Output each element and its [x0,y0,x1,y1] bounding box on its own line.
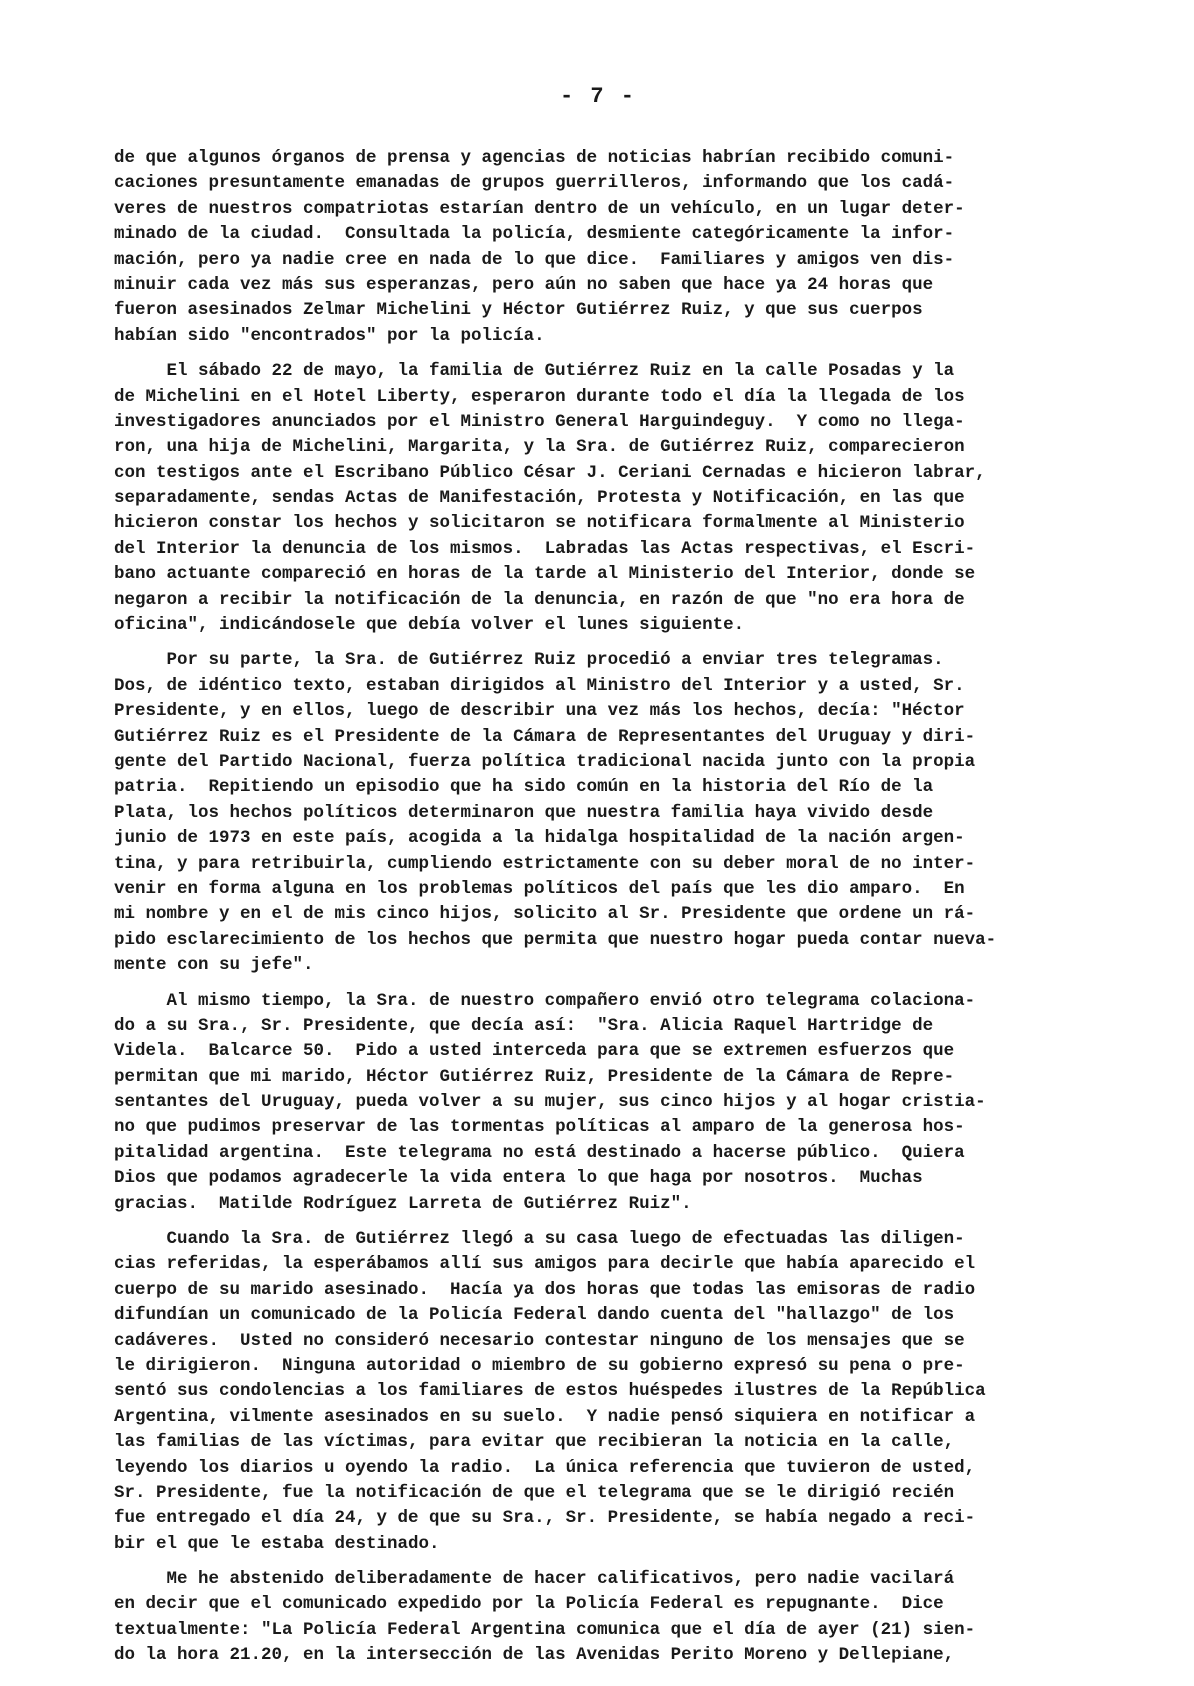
text-line: sentantes del Uruguay, pueda volver a su mujer, sus cinco hijos y al hogar cristia- [114,1092,986,1113]
text-line: textualmente: "La Policía Federal Argentina comunica que el día de ayer (21) sien- [114,1619,976,1640]
text-line: veres de nuestros compatriotas estarían dentro de un vehículo, en un lugar deter- [114,198,965,219]
text-line: Presidente, y en ellos, luego de describir una vez más los hechos, decía: "Héctor [114,701,965,722]
text-line: caciones presuntamente emanadas de grupos guerrilleros, informando que los cadá- [114,173,955,194]
text-line: bano actuante compareció en horas de la tarde al Ministerio del Interior, donde se [114,564,976,585]
text-line: del Interior la denuncia de los mismos. Labradas las Actas respectivas, el Escri- [114,538,976,559]
text-line: venir en forma alguna en los problemas políticos del país que les dio amparo. En [114,878,965,899]
text-line: difundían un comunicado de la Policía Federal dando cuenta del "hallazgo" de los [114,1305,955,1326]
text-line: separadamente, sendas Actas de Manifestación, Protesta y Notificación, en las que [114,488,965,509]
text-line: pitalidad argentina. Este telegrama no está destinado a hacerse público. Quiera [114,1142,965,1163]
text-line: permitan que mi marido, Héctor Gutiérrez Ruiz, Presidente de la Cámara de Repre- [114,1066,955,1087]
text-line: de que algunos órganos de prensa y agencias de noticias habrían recibido comuni- [114,148,955,168]
text-line: Sr. Presidente, fue la notificación de que el telegrama que se le dirigió recién [114,1482,955,1503]
text-line: do la hora 21.20, en la intersección de las Avenidas Perito Moreno y Dellepiane, [114,1645,955,1666]
text-line: en decir que el comunicado expedido por la Policía Federal es repugnante. Dice [114,1594,944,1615]
text-line: Por su parte, la Sra. de Gutiérrez Ruiz procedió a enviar tres telegramas. [114,650,944,671]
text-line: no que pudimos preservar de las tormentas políticas al amparo de la generosa hos- [114,1117,965,1138]
text-line: Al mismo tiempo, la Sra. de nuestro compañero envió otro telegrama colaciona- [114,990,976,1011]
paragraph [114,1567,1154,1669]
text-line: gracias. Matilde Rodríguez Larreta de Gutiérrez Ruiz". [114,1193,692,1214]
text-line: con testigos ante el Escribano Público César J. Ceriani Cernadas e hicieron labrar, [114,462,986,483]
text-line: Me he abstenido deliberadamente de hacer calificativos, pero nadie vacilará [114,1569,955,1590]
text-line: Dios que podamos agradecerle la vida entera lo que haga por nosotros. Muchas [114,1168,923,1189]
paragraph-gap [114,349,1154,359]
paragraph [114,359,1154,638]
text-line: bir el que le estaba destinado. [114,1533,440,1554]
text-line: patria. Repitiendo un episodio que ha sido común en la historia del Río de la [114,777,934,798]
text-line: sentó sus condolencias a los familiares de estos huéspedes ilustres de la República [114,1381,986,1402]
text-line: fue entregado el día 24, y de que su Sra., Sr. Presidente, se había negado a reci- [114,1508,976,1529]
text-line: gente del Partido Nacional, fuerza política tradicional nacida junto con la propia [114,751,976,772]
text-line: mente con su jefe". [114,955,314,976]
text-line: cadáveres. Usted no consideró necesario contestar ninguno de los mensajes que se [114,1330,965,1351]
text-line: minado de la ciudad. Consultada la policía, desmiente categóricamente la infor- [114,224,955,245]
paragraph [114,1227,1154,1557]
paragraph-gap [114,979,1154,989]
text-line: hicieron constar los hechos y solicitaron se notificara formalmente al Ministerio [114,513,965,534]
paragraph [114,146,1154,349]
paragraph-gap [114,638,1154,648]
text-line: de Michelini en el Hotel Liberty, esperaron durante todo el día la llegada de los [114,386,965,407]
text-line: do a su Sra., Sr. Presidente, que decía así: "Sra. Alicia Raquel Hartridge de [114,1015,934,1036]
text-line: Videla. Balcarce 50. Pido a usted interceda para que se extremen esfuerzos que [114,1041,955,1062]
text-line: cuerpo de su marido asesinado. Hacía ya dos horas que todas las emisoras de radio [114,1279,976,1300]
text-line: negaron a recibir la notificación de la denuncia, en razón de que "no era hora de [114,589,965,610]
text-line: ron, una hija de Michelini, Margarita, y la Sra. de Gutiérrez Ruiz, comparecieron [114,437,965,458]
text-line: mi nombre y en el de mis cinco hijos, solicito al Sr. Presidente que ordene un rá- [114,904,976,925]
text-line: cias referidas, la esperábamos allí sus amigos para decirle que había aparecido el [114,1254,976,1275]
text-line: Plata, los hechos políticos determinaron que nuestra familia haya vivido desde [114,802,934,823]
text-line: minuir cada vez más sus esperanzas, pero aún no saben que hace ya 24 horas que [114,274,934,295]
text-line: tina, y para retribuirla, cumpliendo estrictamente con su deber moral de no inter- [114,853,976,874]
text-line: Argentina, vilmente asesinados en su suelo. Y nadie pensó siquiera en notificar a [114,1406,976,1427]
text-line: le dirigieron. Ninguna autoridad o miembro de su gobierno expresó su pena o pre- [114,1355,965,1376]
text-line: Cuando la Sra. de Gutiérrez llegó a su casa luego de efectuadas las diligen- [114,1229,965,1250]
text-line: Dos, de idéntico texto, estaban dirigidos al Ministro del Interior y a usted, Sr. [114,675,965,696]
paragraph [114,648,1154,978]
paragraph [114,989,1154,1218]
page-number: - 7 - [560,84,637,109]
text-line: mación, pero ya nadie cree en nada de lo que dice. Familiares y amigos ven dis- [114,249,955,270]
text-line: las familias de las víctimas, para evitar que recibieran la noticia en la calle, [114,1432,955,1453]
text-line: leyendo los diarios u oyendo la radio. La única referencia que tuvieron de usted, [114,1457,976,1478]
text-line: pido esclarecimiento de los hechos que permita que nuestro hogar pueda contar nueva- [114,929,997,950]
text-line: El sábado 22 de mayo, la familia de Gutiérrez Ruiz en la calle Posadas y la [114,361,955,382]
text-line: habían sido "encontrados" por la policía. [114,325,545,346]
body-text [114,146,1154,1669]
text-line: investigadores anunciados por el Ministro General Harguindeguy. Y como no llega- [114,411,965,432]
text-line: Gutiérrez Ruiz es el Presidente de la Cámara de Representantes del Uruguay y diri- [114,726,976,747]
text-line: oficina", indicándosele que debía volver el lunes siguiente. [114,615,745,636]
paragraph-gap [114,1217,1154,1227]
paragraph-gap [114,1557,1154,1567]
text-line: junio de 1973 en este país, acogida a la hidalga hospitalidad de la nación argen- [114,828,965,849]
text-line: fueron asesinados Zelmar Michelini y Héctor Gutiérrez Ruiz, y que sus cuerpos [114,300,923,321]
